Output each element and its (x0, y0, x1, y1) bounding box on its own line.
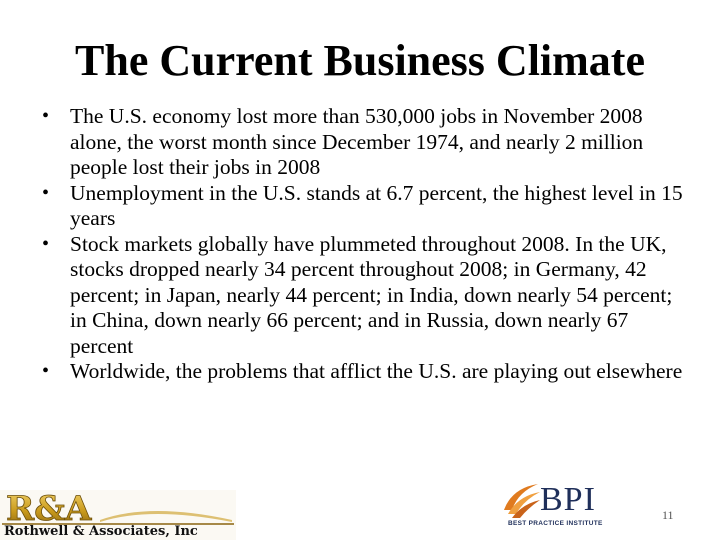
bpi-tagline: BEST PRACTICE INSTITUTE (508, 520, 603, 527)
bpi-logo (500, 480, 635, 532)
bullet-text: Unemployment in the U.S. stands at 6.7 percent, the highest level in 15 years (70, 180, 683, 230)
bullet-item (42, 359, 692, 385)
bullet-text: Stock markets globally have plummeted throughout 2008. In the UK, stocks dropped nearly 34 percent throughout 2008; in Germany, 42 percent; in Japan, nearly 44 percent; in India, down nearly 54 percent; in China, down nearly 66 percent; and in Russia, down nearly 67 percent (70, 231, 673, 358)
bullet-icon: • (42, 181, 50, 204)
bullet-text: The U.S. economy lost more than 530,000 jobs in November 2008 alone, the worst month since December 1974, and nearly 2 million people lost their jobs in 2008 (70, 104, 644, 179)
bullet-list (42, 104, 692, 385)
bullet-item (42, 104, 692, 181)
ra-caption: Rothwell & Associates, Inc (4, 524, 198, 539)
bullet-item (42, 232, 692, 360)
bullet-icon: • (42, 360, 50, 382)
bullet-item (42, 181, 692, 232)
bullet-icon: • (42, 105, 50, 127)
bpi-logo-text: BPI (540, 481, 596, 518)
slide-title: The Current Business Climate (75, 36, 645, 85)
bullet-icon: • (42, 232, 50, 255)
ra-logo-text: R&A (6, 490, 92, 529)
bullet-text: Worldwide, the problems that afflict the U.S. are playing out elsewhere (70, 359, 683, 383)
page-number: 11 (662, 508, 674, 522)
swoosh-icon (500, 480, 542, 520)
